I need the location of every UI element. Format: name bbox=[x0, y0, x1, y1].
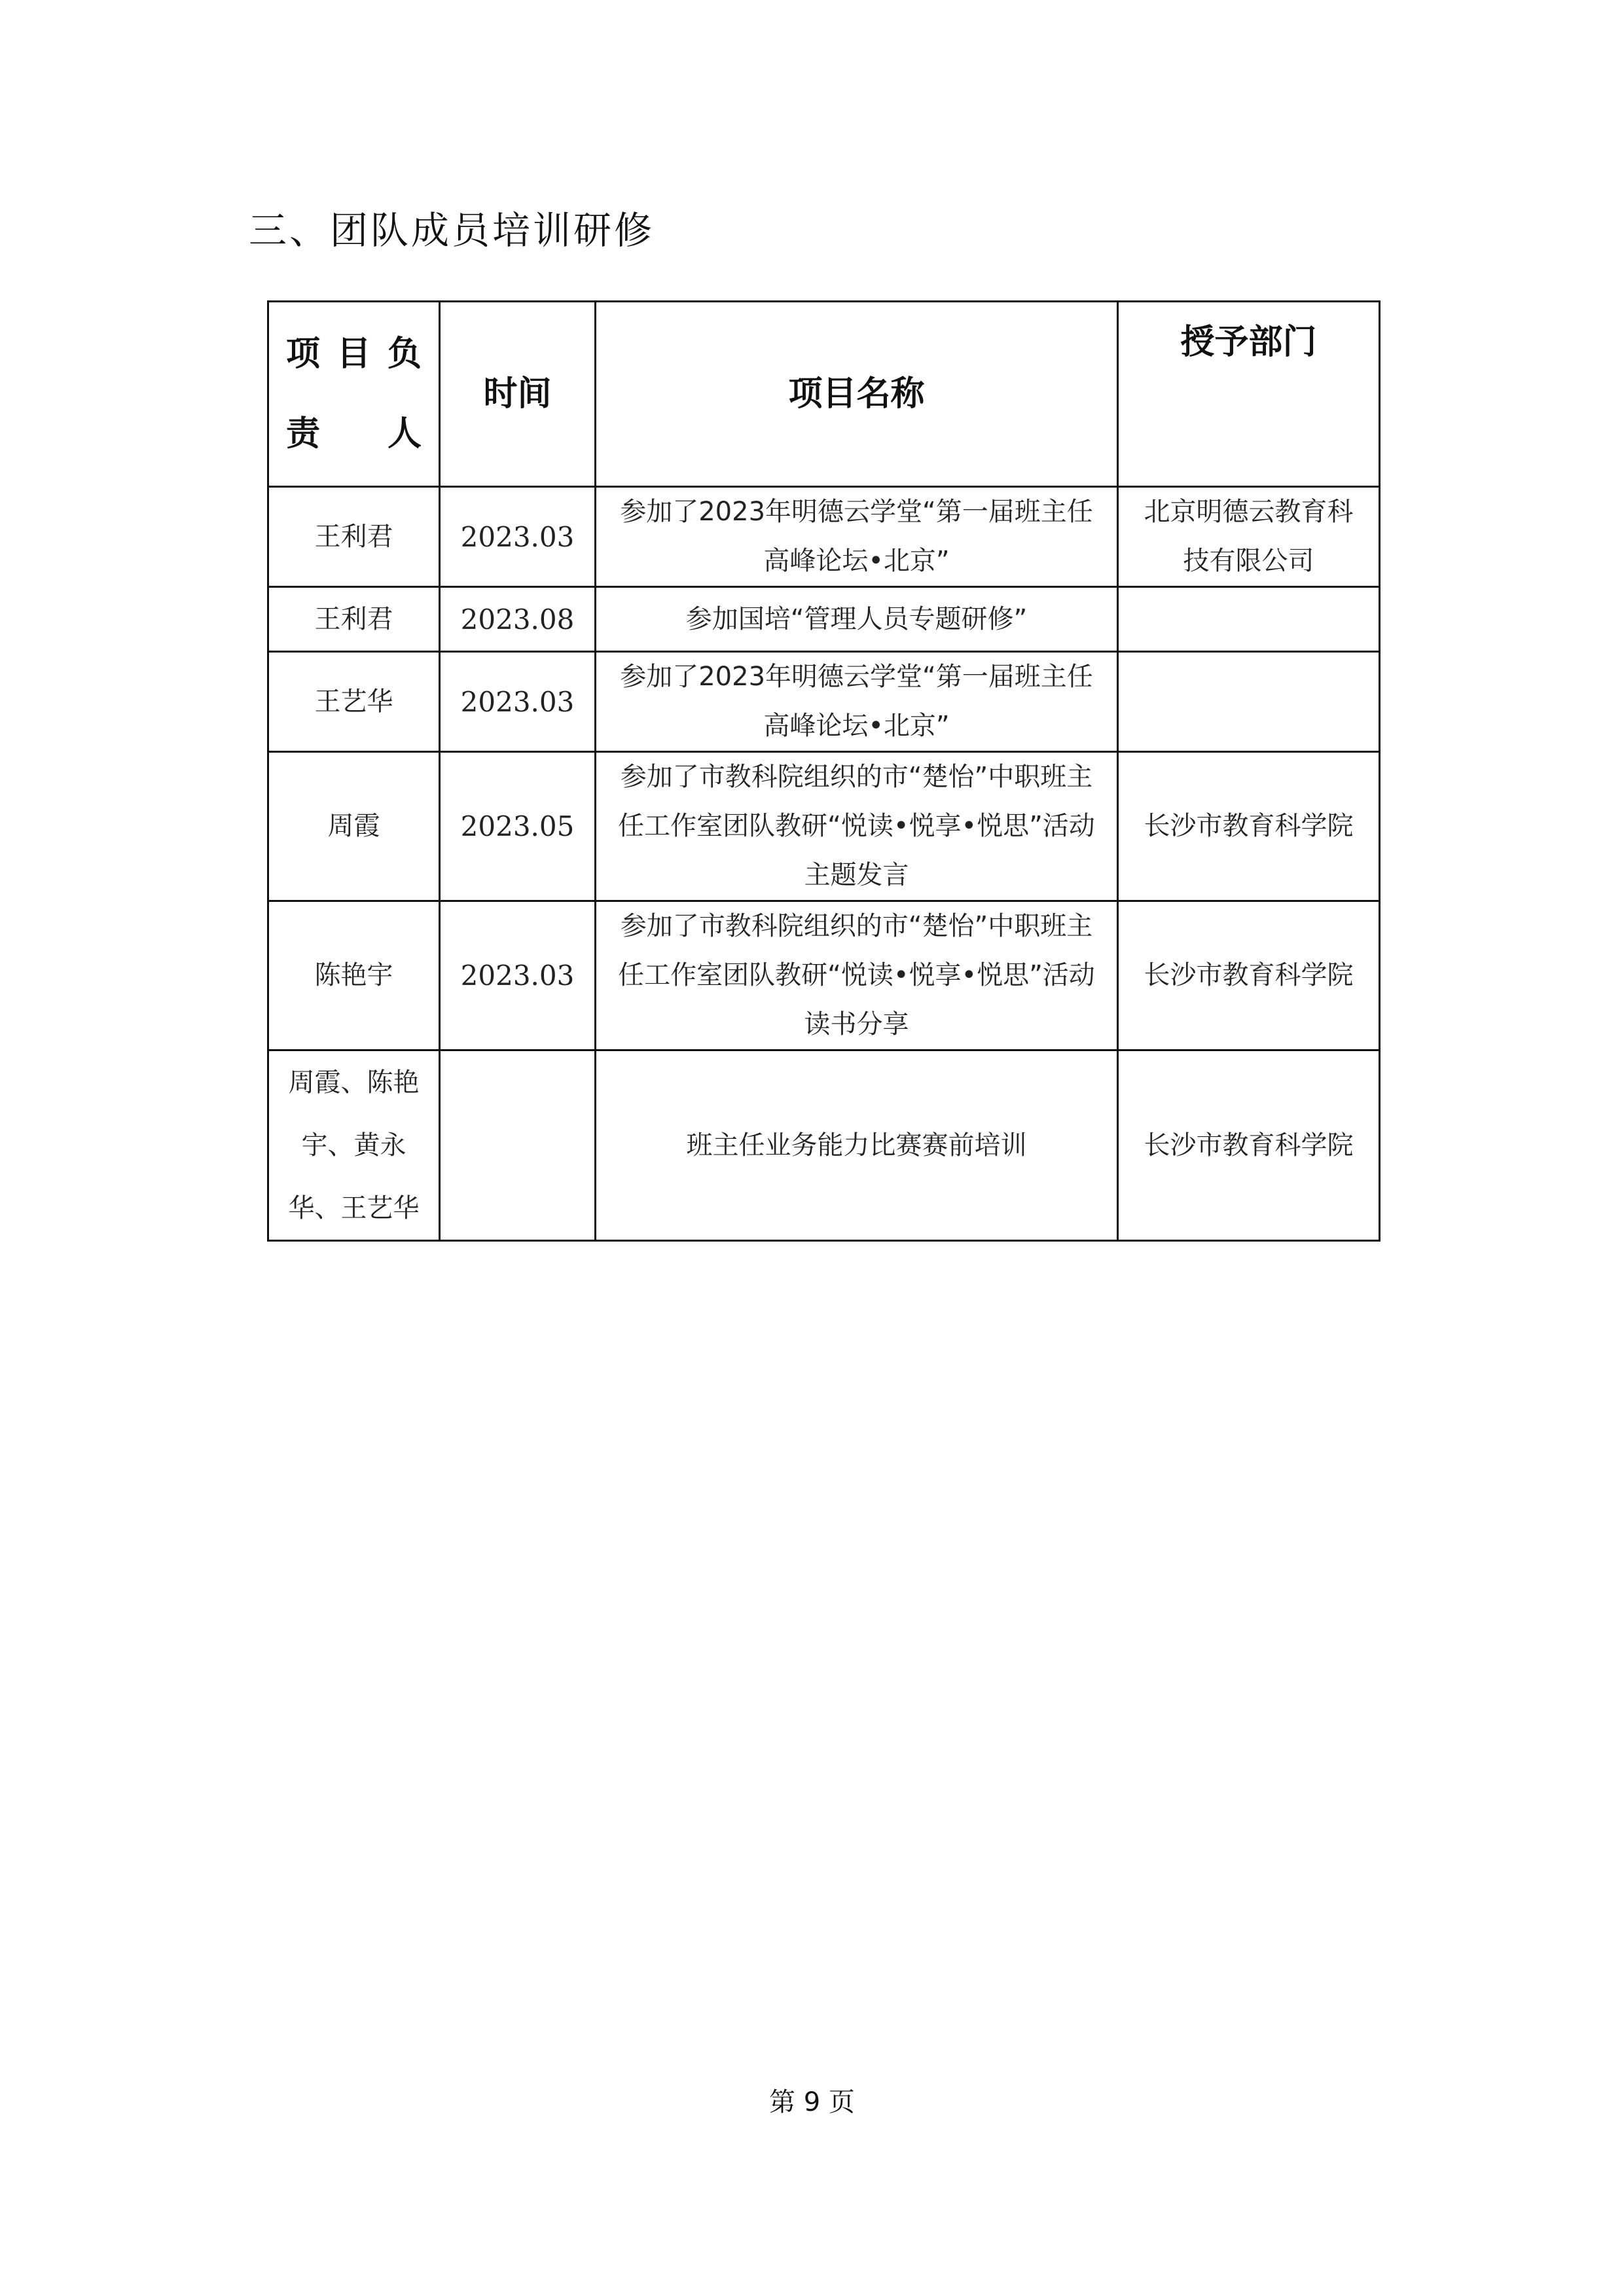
cell-project: 参加了2023年明德云学堂“第一届班主任高峰论坛•北京” bbox=[596, 487, 1118, 587]
header-project-name: 项目名称 bbox=[596, 302, 1118, 487]
header-awarding-department: 授予部门 bbox=[1118, 302, 1380, 487]
cell-lead: 王利君 bbox=[268, 587, 440, 652]
cell-time: 2023.08 bbox=[440, 587, 596, 652]
cell-lead: 王艺华 bbox=[268, 652, 440, 752]
cell-lead: 周霞、陈艳宇、黄永华、王艺华 bbox=[268, 1050, 440, 1241]
cell-department: 长沙市教育科学院 bbox=[1118, 901, 1380, 1050]
table-row bbox=[268, 587, 1380, 652]
cell-department bbox=[1118, 652, 1380, 752]
header-project-lead: 项目负责人 bbox=[268, 302, 440, 487]
table-row bbox=[268, 901, 1380, 1050]
cell-project: 参加国培“管理人员专题研修” bbox=[596, 587, 1118, 652]
table-header-row bbox=[268, 302, 1380, 487]
cell-time: 2023.05 bbox=[440, 752, 596, 901]
cell-time: 2023.03 bbox=[440, 487, 596, 587]
cell-lead: 王利君 bbox=[268, 487, 440, 587]
table-row bbox=[268, 1050, 1380, 1241]
section-title: 三、团队成员培训研修 bbox=[249, 208, 655, 253]
table-row bbox=[268, 752, 1380, 901]
cell-time: 2023.03 bbox=[440, 652, 596, 752]
cell-department: 长沙市教育科学院 bbox=[1118, 1050, 1380, 1241]
table-row bbox=[268, 487, 1380, 587]
cell-project: 参加了市教科院组织的市“楚怡”中职班主任工作室团队教研“悦读•悦享•悦思”活动主题发言 bbox=[596, 752, 1118, 901]
header-time: 时间 bbox=[440, 302, 596, 487]
cell-department bbox=[1118, 587, 1380, 652]
cell-time: 2023.03 bbox=[440, 901, 596, 1050]
training-table bbox=[267, 300, 1380, 1242]
cell-department: 北京明德云教育科技有限公司 bbox=[1118, 487, 1380, 587]
table-row bbox=[268, 652, 1380, 752]
cell-time bbox=[440, 1050, 596, 1241]
page-number: 第 9 页 bbox=[769, 2087, 855, 2117]
cell-lead: 陈艳宇 bbox=[268, 901, 440, 1050]
cell-project: 参加了市教科院组织的市“楚怡”中职班主任工作室团队教研“悦读•悦享•悦思”活动读书分享 bbox=[596, 901, 1118, 1050]
cell-project: 班主任业务能力比赛赛前培训 bbox=[596, 1050, 1118, 1241]
cell-project: 参加了2023年明德云学堂“第一届班主任高峰论坛•北京” bbox=[596, 652, 1118, 752]
cell-lead: 周霞 bbox=[268, 752, 440, 901]
cell-department: 长沙市教育科学院 bbox=[1118, 752, 1380, 901]
